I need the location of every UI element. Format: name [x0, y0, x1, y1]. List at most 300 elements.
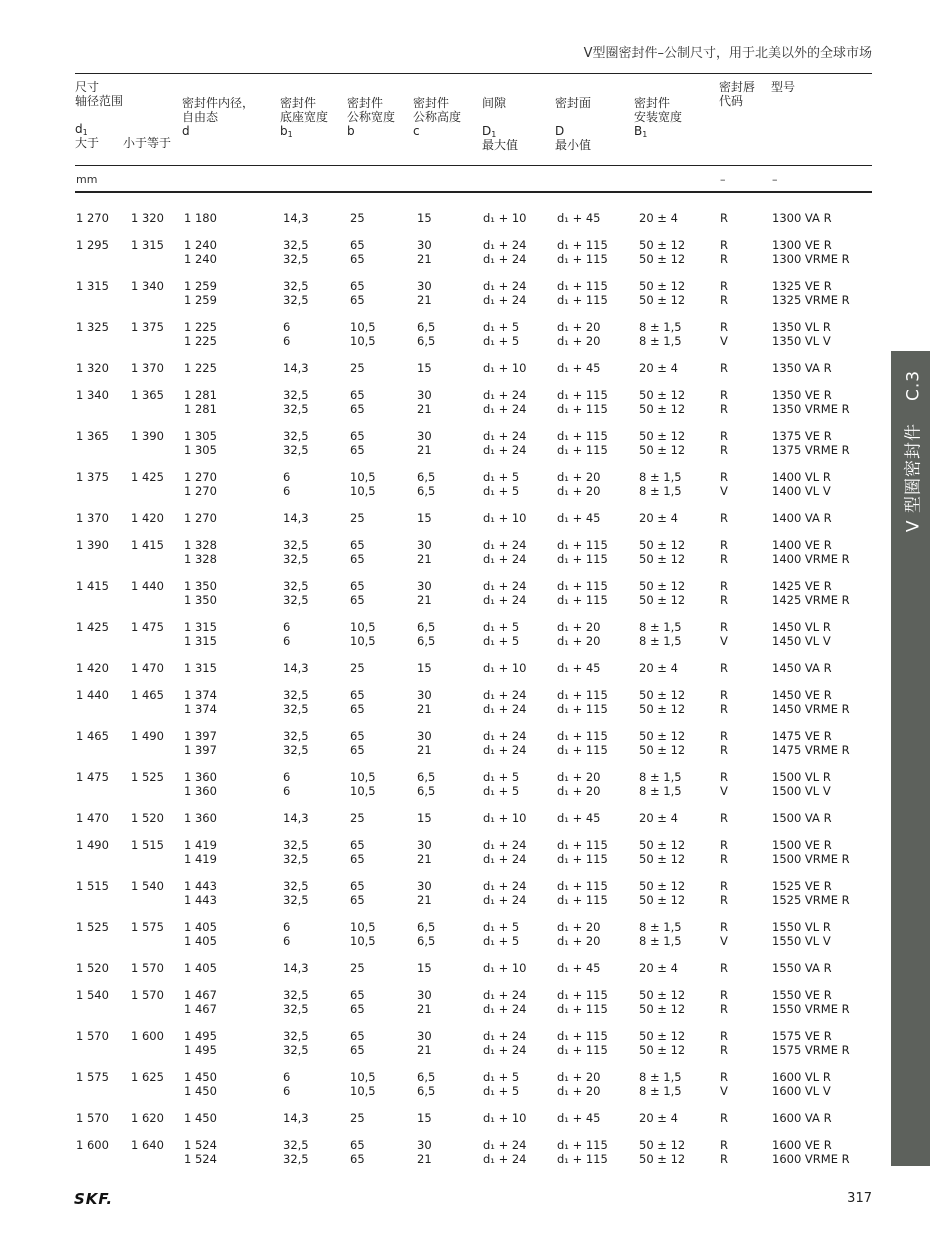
cell-incl: 1 365 — [131, 388, 164, 402]
cell-d: d₁ + 45 — [557, 661, 601, 675]
cell-incl: 1 470 — [131, 661, 164, 675]
cell-c: 15 — [417, 961, 432, 975]
cell-incl: 1 625 — [131, 1070, 164, 1084]
cell-b1: 50 ± 12 50 ± 12 — [639, 1138, 686, 1166]
cell-b1: 6 6 — [283, 1070, 291, 1098]
cell-lip: R R — [720, 1138, 728, 1166]
cell-d: 1 180 — [184, 211, 217, 225]
cell-d: d₁ + 115 d₁ + 115 — [557, 579, 608, 607]
cell-b1: 50 ± 12 50 ± 12 — [639, 388, 686, 416]
cell-incl: 1 340 — [131, 279, 164, 293]
cell-over: 1 415 — [76, 579, 109, 593]
cell-b1: 50 ± 12 50 ± 12 — [639, 729, 686, 757]
cell-d: 1 405 — [184, 961, 217, 975]
cell-d: 1 467 1 467 — [184, 988, 217, 1016]
cell-lip: R V — [720, 620, 728, 648]
cell-des: 1550 VE R 1550 VRME R — [772, 988, 850, 1016]
cell-c: 6,5 6,5 — [417, 1070, 436, 1098]
table-row — [0, 1139, 930, 1180]
cell-b1: 20 ± 4 — [639, 811, 678, 825]
cell-over: 1 600 — [76, 1138, 109, 1152]
cell-d: d₁ + 45 — [557, 811, 601, 825]
cell-lip: R R — [720, 238, 728, 266]
cell-des: 1450 VL R 1450 VL V — [772, 620, 831, 648]
table-row — [0, 689, 930, 730]
cell-incl: 1 440 — [131, 579, 164, 593]
cell-incl: 1 390 — [131, 429, 164, 443]
cell-c: 6,5 6,5 — [417, 470, 436, 498]
table-row — [0, 962, 930, 989]
cell-c: 6,5 6,5 — [417, 620, 436, 648]
cell-des: 1550 VL R 1550 VL V — [772, 920, 831, 948]
cell-b: 65 65 — [350, 1029, 365, 1057]
cell-c: 6,5 6,5 — [417, 770, 436, 798]
cell-incl: 1 475 — [131, 620, 164, 634]
cell-d1: d₁ + 24 d₁ + 24 — [483, 429, 527, 457]
cell-b1: 20 ± 4 — [639, 211, 678, 225]
cell-c: 15 — [417, 511, 432, 525]
cell-over: 1 420 — [76, 661, 109, 675]
cell-d: d₁ + 115 d₁ + 115 — [557, 879, 608, 907]
cell-b1: 50 ± 12 50 ± 12 — [639, 538, 686, 566]
cell-b1: 6 6 — [283, 770, 291, 798]
cell-c: 15 — [417, 661, 432, 675]
cell-b: 25 — [350, 811, 365, 825]
cell-d1: d₁ + 5 d₁ + 5 — [483, 1070, 520, 1098]
header-nominal-width: 密封件 公称宽度 b — [347, 96, 396, 138]
cell-b1: 8 ± 1,5 8 ± 1,5 — [639, 1070, 682, 1098]
cell-b1: 6 6 — [283, 320, 291, 348]
cell-d1: d₁ + 10 — [483, 961, 527, 975]
cell-b1: 6 6 — [283, 620, 291, 648]
cell-d: d₁ + 20 d₁ + 20 — [557, 770, 601, 798]
table-row — [0, 662, 930, 689]
cell-b1: 50 ± 12 50 ± 12 — [639, 879, 686, 907]
table-row — [0, 280, 930, 321]
cell-b1: 50 ± 12 50 ± 12 — [639, 688, 686, 716]
cell-b: 65 65 — [350, 429, 365, 457]
cell-b1: 32,5 32,5 — [283, 729, 309, 757]
table-row — [0, 430, 930, 471]
cell-b1: 32,5 32,5 — [283, 988, 309, 1016]
cell-lip: R R — [720, 688, 728, 716]
cell-des: 1350 VA R — [772, 361, 832, 375]
cell-d: d₁ + 20 d₁ + 20 — [557, 1070, 601, 1098]
cell-incl: 1 575 — [131, 920, 164, 934]
header-mid-rule — [75, 165, 872, 166]
cell-lip: R R — [720, 988, 728, 1016]
cell-incl: 1 420 — [131, 511, 164, 525]
table-row — [0, 239, 930, 280]
cell-d: 1 524 1 524 — [184, 1138, 217, 1166]
cell-d1: d₁ + 5 d₁ + 5 — [483, 320, 520, 348]
cell-des: 1300 VE R 1300 VRME R — [772, 238, 850, 266]
cell-b: 65 65 — [350, 1138, 365, 1166]
table-row — [0, 362, 930, 389]
cell-des: 1350 VL R 1350 VL V — [772, 320, 831, 348]
cell-d: d₁ + 115 d₁ + 115 — [557, 838, 608, 866]
cell-c: 30 21 — [417, 879, 432, 907]
table-row — [0, 1112, 930, 1139]
cell-d: d₁ + 115 d₁ + 115 — [557, 279, 608, 307]
section-side-tab — [891, 351, 930, 1166]
cell-d1: d₁ + 10 — [483, 811, 527, 825]
cell-c: 15 — [417, 1111, 432, 1125]
cell-des: 1450 VA R — [772, 661, 832, 675]
cell-b1: 14,3 — [283, 211, 309, 225]
cell-over: 1 390 — [76, 538, 109, 552]
cell-incl: 1 520 — [131, 811, 164, 825]
cell-d1: d₁ + 5 d₁ + 5 — [483, 470, 520, 498]
cell-b: 10,5 10,5 — [350, 770, 376, 798]
cell-over: 1 340 — [76, 388, 109, 402]
cell-lip: R — [720, 211, 728, 225]
cell-d: 1 405 1 405 — [184, 920, 217, 948]
cell-lip: R R — [720, 279, 728, 307]
cell-incl: 1 315 — [131, 238, 164, 252]
cell-b1: 32,5 32,5 — [283, 579, 309, 607]
cell-over: 1 375 — [76, 470, 109, 484]
cell-d: d₁ + 45 — [557, 511, 601, 525]
cell-d: 1 495 1 495 — [184, 1029, 217, 1057]
cell-c: 30 21 — [417, 988, 432, 1016]
cell-lip: R V — [720, 920, 728, 948]
unit-mm: mm — [76, 173, 98, 186]
cell-b1: 50 ± 12 50 ± 12 — [639, 1029, 686, 1057]
cell-d1: d₁ + 24 d₁ + 24 — [483, 988, 527, 1016]
cell-over: 1 570 — [76, 1111, 109, 1125]
cell-c: 30 21 — [417, 579, 432, 607]
cell-des: 1425 VE R 1425 VRME R — [772, 579, 850, 607]
cell-b: 25 — [350, 661, 365, 675]
cell-des: 1600 VE R 1600 VRME R — [772, 1138, 850, 1166]
cell-d: d₁ + 20 d₁ + 20 — [557, 470, 601, 498]
cell-b1: 20 ± 4 — [639, 961, 678, 975]
cell-des: 1500 VL R 1500 VL V — [772, 770, 831, 798]
cell-incl: 1 570 — [131, 988, 164, 1002]
cell-d1: d₁ + 10 — [483, 1111, 527, 1125]
cell-d1: d₁ + 24 d₁ + 24 — [483, 388, 527, 416]
page-number: 317 — [847, 1191, 872, 1206]
cell-d: 1 270 — [184, 511, 217, 525]
cell-b1: 32,5 32,5 — [283, 1138, 309, 1166]
table-row — [0, 212, 930, 239]
cell-c: 30 21 — [417, 388, 432, 416]
unit-lip: – — [720, 173, 726, 186]
cell-d: 1 259 1 259 — [184, 279, 217, 307]
cell-b1: 50 ± 12 50 ± 12 — [639, 429, 686, 457]
cell-over: 1 470 — [76, 811, 109, 825]
cell-b1: 32,5 32,5 — [283, 388, 309, 416]
cell-des: 1350 VE R 1350 VRME R — [772, 388, 850, 416]
cell-d: d₁ + 115 d₁ + 115 — [557, 429, 608, 457]
cell-d1: d₁ + 24 d₁ + 24 — [483, 579, 527, 607]
cell-b: 10,5 10,5 — [350, 1070, 376, 1098]
cell-b: 25 — [350, 211, 365, 225]
cell-d1: d₁ + 24 d₁ + 24 — [483, 879, 527, 907]
cell-b: 65 65 — [350, 988, 365, 1016]
cell-b1: 8 ± 1,5 8 ± 1,5 — [639, 320, 682, 348]
cell-b1: 32,5 32,5 — [283, 279, 309, 307]
table-row — [0, 839, 930, 880]
cell-d: 1 225 1 225 — [184, 320, 217, 348]
cell-b: 10,5 10,5 — [350, 620, 376, 648]
cell-d: d₁ + 45 — [557, 1111, 601, 1125]
cell-d: d₁ + 45 — [557, 361, 601, 375]
cell-lip: R R — [720, 538, 728, 566]
cell-d: 1 360 — [184, 811, 217, 825]
cell-over: 1 315 — [76, 279, 109, 293]
cell-lip: R — [720, 361, 728, 375]
cell-b: 10,5 10,5 — [350, 920, 376, 948]
cell-d: 1 350 1 350 — [184, 579, 217, 607]
cell-b: 25 — [350, 1111, 365, 1125]
cell-lip: R R — [720, 429, 728, 457]
page-header: V型圈密封件–公制尺寸，用于北美以外的全球市场 — [583, 46, 872, 61]
table-row — [0, 539, 930, 580]
cell-over: 1 465 — [76, 729, 109, 743]
cell-b1: 50 ± 12 50 ± 12 — [639, 238, 686, 266]
table-row — [0, 771, 930, 812]
cell-b: 25 — [350, 961, 365, 975]
cell-b1: 8 ± 1,5 8 ± 1,5 — [639, 470, 682, 498]
cell-d: 1 328 1 328 — [184, 538, 217, 566]
cell-des: 1550 VA R — [772, 961, 832, 975]
cell-d1: d₁ + 10 — [483, 211, 527, 225]
cell-b: 65 65 — [350, 838, 365, 866]
cell-d: 1 305 1 305 — [184, 429, 217, 457]
cell-b1: 6 6 — [283, 920, 291, 948]
cell-d: 1 225 — [184, 361, 217, 375]
cell-des: 1500 VA R — [772, 811, 832, 825]
cell-b1: 8 ± 1,5 8 ± 1,5 — [639, 920, 682, 948]
header-bottom-rule — [75, 191, 872, 193]
cell-d1: d₁ + 5 d₁ + 5 — [483, 620, 520, 648]
cell-des: 1400 VA R — [772, 511, 832, 525]
header-gap: 间隙 $D_1$ 最大值 — [482, 96, 519, 152]
cell-lip: R R — [720, 1029, 728, 1057]
cell-d: 1 450 — [184, 1111, 217, 1125]
header-bore: 密封件内径， 自由态 d — [182, 96, 255, 138]
cell-b1: 20 ± 4 — [639, 1111, 678, 1125]
cell-des: 1600 VA R — [772, 1111, 832, 1125]
table-row — [0, 389, 930, 430]
cell-incl: 1 465 — [131, 688, 164, 702]
header-base-width: 密封件 底座宽度 $b_1$ — [280, 96, 329, 139]
cell-b1: 32,5 32,5 — [283, 238, 309, 266]
cell-over: 1 520 — [76, 961, 109, 975]
cell-c: 6,5 6,5 — [417, 920, 436, 948]
cell-incl: 1 600 — [131, 1029, 164, 1043]
cell-lip: R R — [720, 579, 728, 607]
header-nominal-height: 密封件 公称高度 c — [413, 96, 462, 138]
cell-c: 30 21 — [417, 1029, 432, 1057]
table-row — [0, 471, 930, 512]
cell-c: 30 21 — [417, 279, 432, 307]
cell-b1: 14,3 — [283, 811, 309, 825]
cell-lip: R V — [720, 320, 728, 348]
cell-b1: 14,3 — [283, 661, 309, 675]
cell-b1: 14,3 — [283, 1111, 309, 1125]
header-dimensions: 尺寸 轴径范围 $d_1$ 大于 小于等于 — [75, 80, 172, 150]
cell-des: 1600 VL R 1600 VL V — [772, 1070, 831, 1098]
cell-b: 65 65 — [350, 688, 365, 716]
cell-des: 1525 VE R 1525 VRME R — [772, 879, 850, 907]
cell-b: 65 65 — [350, 279, 365, 307]
cell-b1: 14,3 — [283, 511, 309, 525]
cell-d1: d₁ + 24 d₁ + 24 — [483, 1029, 527, 1057]
cell-b1: 14,3 — [283, 961, 309, 975]
cell-d: d₁ + 115 d₁ + 115 — [557, 1138, 608, 1166]
cell-lip: R — [720, 511, 728, 525]
cell-b1: 50 ± 12 50 ± 12 — [639, 838, 686, 866]
table-body — [0, 212, 930, 1180]
cell-over: 1 320 — [76, 361, 109, 375]
cell-b: 10,5 10,5 — [350, 320, 376, 348]
cell-incl: 1 415 — [131, 538, 164, 552]
cell-d: 1 397 1 397 — [184, 729, 217, 757]
cell-des: 1475 VE R 1475 VRME R — [772, 729, 850, 757]
cell-over: 1 365 — [76, 429, 109, 443]
cell-b1: 32,5 32,5 — [283, 879, 309, 907]
cell-incl: 1 540 — [131, 879, 164, 893]
table-row — [0, 580, 930, 621]
cell-over: 1 325 — [76, 320, 109, 334]
cell-lip: R R — [720, 388, 728, 416]
cell-b1: 6 6 — [283, 470, 291, 498]
cell-des: 1450 VE R 1450 VRME R — [772, 688, 850, 716]
cell-lip: R R — [720, 838, 728, 866]
cell-over: 1 515 — [76, 879, 109, 893]
cell-d1: d₁ + 24 d₁ + 24 — [483, 238, 527, 266]
cell-over: 1 425 — [76, 620, 109, 634]
cell-des: 1375 VE R 1375 VRME R — [772, 429, 850, 457]
cell-d1: d₁ + 5 d₁ + 5 — [483, 770, 520, 798]
header-designation: 型号 — [771, 80, 796, 94]
cell-d1: d₁ + 24 d₁ + 24 — [483, 538, 527, 566]
cell-des: 1300 VA R — [772, 211, 832, 225]
cell-d: 1 240 1 240 — [184, 238, 217, 266]
table-row — [0, 880, 930, 921]
cell-over: 1 540 — [76, 988, 109, 1002]
cell-des: 1575 VE R 1575 VRME R — [772, 1029, 850, 1057]
cell-b1: 50 ± 12 50 ± 12 — [639, 279, 686, 307]
cell-over: 1 570 — [76, 1029, 109, 1043]
cell-d: d₁ + 20 d₁ + 20 — [557, 620, 601, 648]
cell-b1: 8 ± 1,5 8 ± 1,5 — [639, 620, 682, 648]
cell-d: 1 270 1 270 — [184, 470, 217, 498]
cell-incl: 1 570 — [131, 961, 164, 975]
cell-b: 65 65 — [350, 729, 365, 757]
section-title: V 型圈密封件 — [903, 423, 923, 533]
unit-designation: – — [772, 173, 778, 186]
table-row — [0, 989, 930, 1030]
cell-lip: R V — [720, 770, 728, 798]
cell-incl: 1 490 — [131, 729, 164, 743]
cell-b: 65 65 — [350, 388, 365, 416]
cell-c: 30 21 — [417, 838, 432, 866]
cell-d1: d₁ + 10 — [483, 511, 527, 525]
cell-b1: 32,5 32,5 — [283, 429, 309, 457]
cell-c: 6,5 6,5 — [417, 320, 436, 348]
cell-d: d₁ + 115 d₁ + 115 — [557, 538, 608, 566]
cell-d1: d₁ + 10 — [483, 361, 527, 375]
cell-d: 1 450 1 450 — [184, 1070, 217, 1098]
cell-b1: 20 ± 4 — [639, 661, 678, 675]
cell-incl: 1 375 — [131, 320, 164, 334]
cell-lip: R R — [720, 879, 728, 907]
cell-d: d₁ + 115 d₁ + 115 — [557, 688, 608, 716]
cell-over: 1 575 — [76, 1070, 109, 1084]
cell-d1: d₁ + 10 — [483, 661, 527, 675]
table-row — [0, 512, 930, 539]
cell-b1: 32,5 32,5 — [283, 538, 309, 566]
cell-over: 1 490 — [76, 838, 109, 852]
cell-c: 15 — [417, 211, 432, 225]
header-lip-code: 密封唇 代码 — [719, 80, 756, 108]
cell-b1: 20 ± 4 — [639, 361, 678, 375]
cell-lip: R — [720, 811, 728, 825]
cell-c: 15 — [417, 811, 432, 825]
cell-over: 1 440 — [76, 688, 109, 702]
cell-b: 10,5 10,5 — [350, 470, 376, 498]
cell-des: 1400 VL R 1400 VL V — [772, 470, 831, 498]
cell-lip: R — [720, 661, 728, 675]
cell-b1: 32,5 32,5 — [283, 1029, 309, 1057]
cell-over: 1 525 — [76, 920, 109, 934]
table-row — [0, 921, 930, 962]
cell-b1: 14,3 — [283, 361, 309, 375]
cell-b: 65 65 — [350, 579, 365, 607]
cell-b1: 32,5 32,5 — [283, 838, 309, 866]
cell-c: 30 21 — [417, 688, 432, 716]
cell-c: 30 21 — [417, 1138, 432, 1166]
cell-lip: R V — [720, 470, 728, 498]
cell-b1: 32,5 32,5 — [283, 688, 309, 716]
cell-d: d₁ + 20 d₁ + 20 — [557, 920, 601, 948]
cell-incl: 1 370 — [131, 361, 164, 375]
cell-d: d₁ + 45 — [557, 961, 601, 975]
cell-incl: 1 640 — [131, 1138, 164, 1152]
cell-d: d₁ + 115 d₁ + 115 — [557, 238, 608, 266]
cell-over: 1 295 — [76, 238, 109, 252]
cell-incl: 1 320 — [131, 211, 164, 225]
cell-d1: d₁ + 24 d₁ + 24 — [483, 838, 527, 866]
cell-des: 1325 VE R 1325 VRME R — [772, 279, 850, 307]
cell-d1: d₁ + 24 d₁ + 24 — [483, 688, 527, 716]
cell-lip: R V — [720, 1070, 728, 1098]
cell-c: 30 21 — [417, 538, 432, 566]
cell-d: d₁ + 20 d₁ + 20 — [557, 320, 601, 348]
skf-logo: SKF. — [74, 1190, 114, 1208]
cell-d: 1 419 1 419 — [184, 838, 217, 866]
cell-lip: R — [720, 961, 728, 975]
cell-b1: 50 ± 12 50 ± 12 — [639, 988, 686, 1016]
cell-c: 15 — [417, 361, 432, 375]
cell-c: 30 21 — [417, 238, 432, 266]
cell-incl: 1 425 — [131, 470, 164, 484]
cell-over: 1 270 — [76, 211, 109, 225]
cell-b: 65 65 — [350, 879, 365, 907]
cell-b: 25 — [350, 511, 365, 525]
cell-d: d₁ + 115 d₁ + 115 — [557, 1029, 608, 1057]
cell-c: 30 21 — [417, 429, 432, 457]
cell-d: 1 443 1 443 — [184, 879, 217, 907]
table-row — [0, 321, 930, 362]
table-row — [0, 1030, 930, 1071]
cell-d: 1 281 1 281 — [184, 388, 217, 416]
cell-lip: R R — [720, 729, 728, 757]
